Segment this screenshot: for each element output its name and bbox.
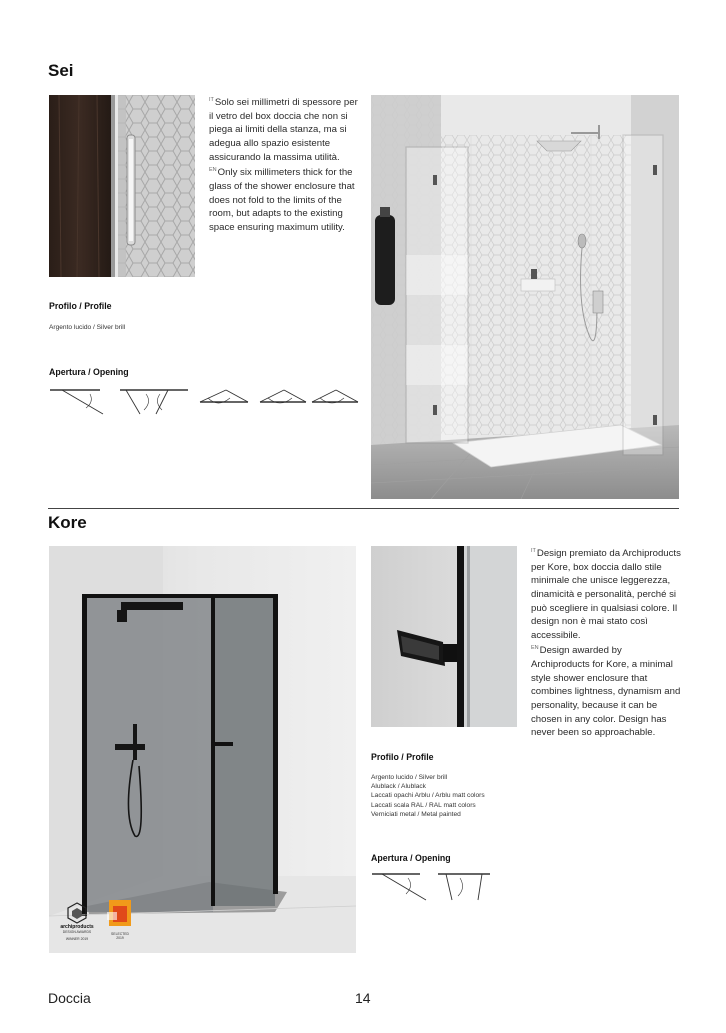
sei-profile-item: Argento lucido / Silver brill <box>49 324 126 331</box>
archiproducts-logo-icon <box>57 902 97 924</box>
sei-description-en <box>209 164 359 234</box>
kore-description-it-text: Design premiato da Archiproducts per Kore, box doccia dallo stile minimale che unisce leggerezza, dinamicità e personalità, perché si può scegliere in qualsiasi colore. Il design non è mai stato così accessibile. <box>531 548 681 641</box>
lang-tag-en: EN <box>531 645 539 652</box>
kore-profile-item: Argento lucido / Silver brill <box>371 774 448 781</box>
sei-title: Sei <box>48 61 74 80</box>
kore-description-en <box>531 642 681 739</box>
lang-tag-it: IT <box>531 548 536 554</box>
lang-tag-it: IT <box>209 97 214 103</box>
sei-profile-label: Profilo / Profile <box>49 301 112 311</box>
kore-description-it <box>531 545 681 642</box>
kore-profile-label: Profilo / Profile <box>371 752 434 762</box>
sei-detail-photo <box>49 95 195 277</box>
sei-opening-label: Apertura / Opening <box>49 367 129 377</box>
kore-title: Kore <box>48 513 87 532</box>
kore-profile-item: Laccati opachi Arblu / Arblu matt colors <box>371 792 485 800</box>
kore-description <box>531 545 681 740</box>
sei-description-it-text: Solo sei millimetri di spessore per il vetro del box doccia che non si piega ai limiti della stanza, ma si adegua allo spazio esistente assicurando la massima utilità. <box>209 97 358 163</box>
selected-award-badge <box>107 898 133 940</box>
selected-award-icon <box>107 898 133 932</box>
kore-profile-item: Alublack / Alublack <box>371 783 426 791</box>
kore-detail-photo <box>371 546 517 727</box>
archiproducts-brand: archiproducts <box>60 924 94 930</box>
sei-description-it <box>209 94 359 164</box>
sei-opening-diagrams <box>48 384 360 418</box>
section-divider <box>48 508 679 509</box>
archiproducts-award-line: DESIGN AWARDS <box>62 930 92 934</box>
footer-section-name: Doccia <box>48 990 91 1006</box>
kore-description-en-text: Design awarded by Archiproducts for Kore, a minimal style shower enclosure that combines lightness, dynamism and personality, because it can be chosen in any color. Design has never been so approachable. <box>531 645 681 739</box>
kore-profile-item: Laccati scala RAL / RAL matt colors <box>371 801 476 809</box>
kore-opening-label: Apertura / Opening <box>371 853 451 863</box>
kore-profile-item: Verniciati metal / Metal painted <box>371 810 461 818</box>
archiproducts-award-badge <box>57 902 97 941</box>
lang-tag-en: EN <box>209 167 217 174</box>
selected-award-text: SELECTED 2019 <box>111 932 129 940</box>
sei-description <box>209 94 359 234</box>
page-number: 14 <box>355 990 371 1006</box>
archiproducts-winner-line: WINNER 2019 <box>65 937 89 941</box>
sei-description-en-text: Only six millimeters thick for the glass of the shower enclosure that does not fold to the limits of the room, but adapts to the existing space ensuring maximum utility. <box>209 167 355 233</box>
kore-opening-diagrams <box>370 868 492 904</box>
kore-shower-photo <box>49 546 356 953</box>
sei-shower-photo <box>371 95 679 499</box>
kore-profile-list <box>371 773 541 819</box>
